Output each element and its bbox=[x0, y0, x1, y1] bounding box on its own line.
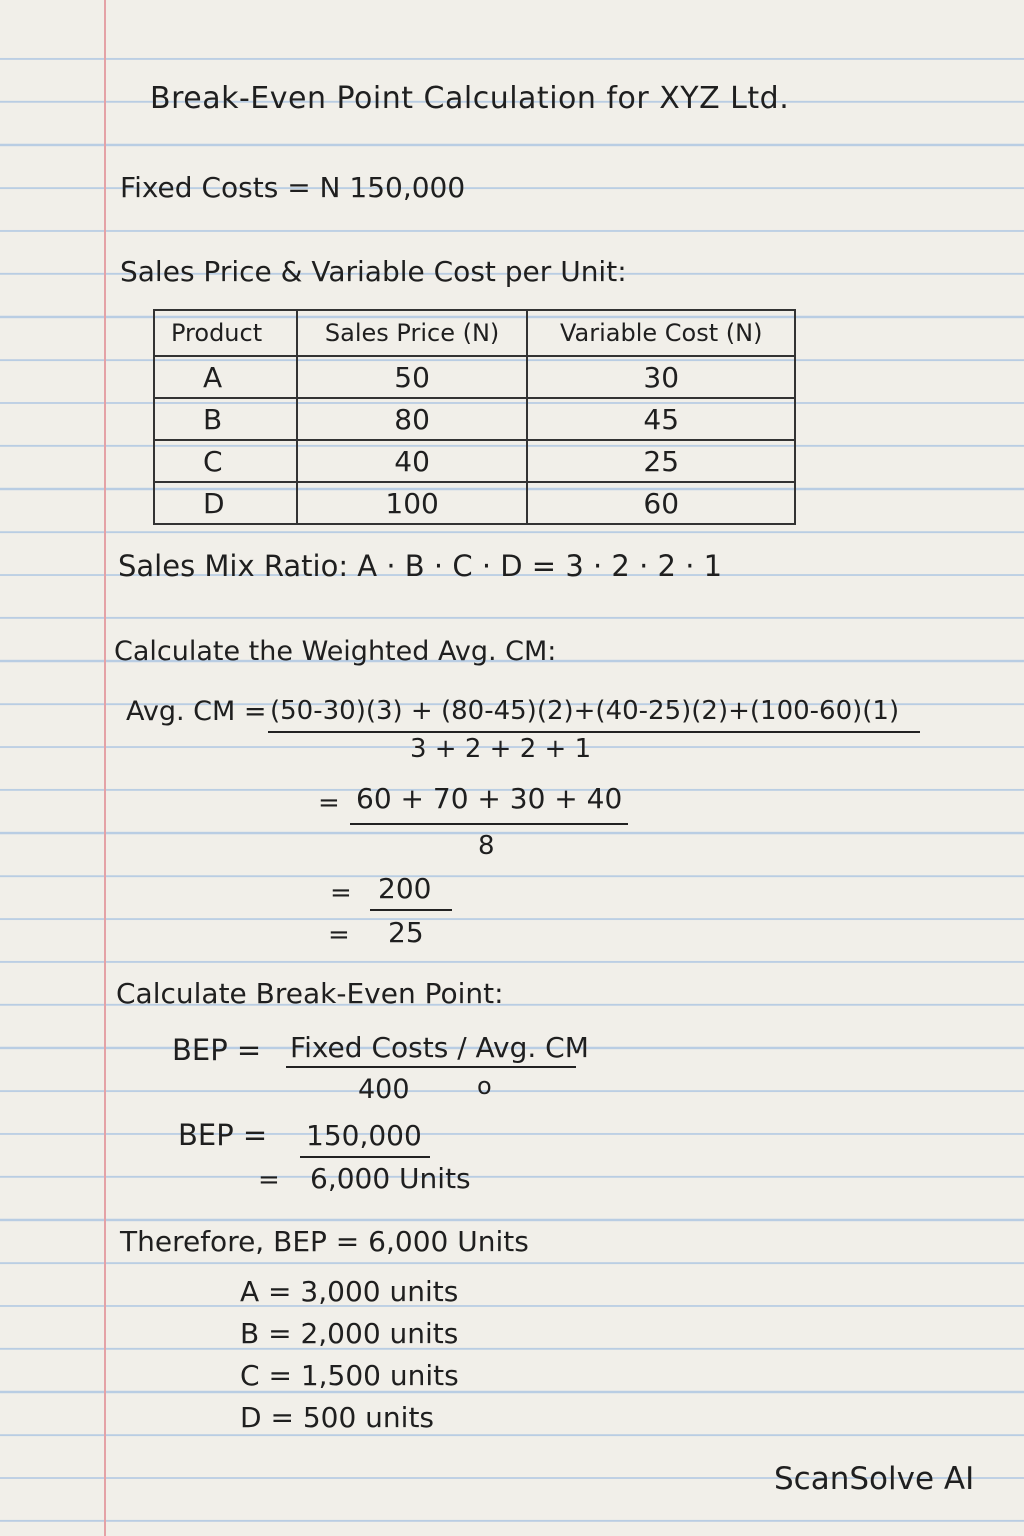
table-row bbox=[154, 356, 795, 398]
cell-sales-price: 40 bbox=[297, 440, 528, 482]
table-row bbox=[154, 482, 795, 524]
cell-variable-cost: 25 bbox=[527, 440, 795, 482]
bep-label: BEP = bbox=[178, 1118, 268, 1152]
fraction-bar bbox=[350, 823, 628, 825]
avg-cm-numerator: (50-30)(3) + (80-45)(2)+(40-25)(2)+(100-60)(1) bbox=[270, 696, 900, 726]
sales-price-heading: Sales Price & Variable Cost per Unit: bbox=[120, 255, 627, 288]
bep-result: 6,000 Units bbox=[310, 1162, 471, 1195]
step2-denominator: 8 bbox=[478, 831, 495, 861]
fraction-bar bbox=[370, 909, 452, 911]
equals-sign: = bbox=[318, 788, 340, 818]
signature: ScanSolve AI bbox=[774, 1461, 975, 1497]
header-variable-cost: Variable Cost (N) bbox=[527, 310, 795, 356]
bep-denominator: 400 bbox=[358, 1074, 410, 1105]
product-cost-table bbox=[153, 309, 796, 525]
bep-heading: Calculate Break-Even Point: bbox=[116, 977, 504, 1010]
step2-numerator: 60 + 70 + 30 + 40 bbox=[356, 782, 623, 815]
header-sales-price: Sales Price (N) bbox=[297, 310, 528, 356]
cell-product: B bbox=[154, 398, 297, 440]
cell-variable-cost: 45 bbox=[527, 398, 795, 440]
cell-variable-cost: 30 bbox=[527, 356, 795, 398]
step3-numerator: 200 bbox=[378, 872, 432, 905]
table-header-row bbox=[154, 310, 795, 356]
unit-line-b: B = 2,000 units bbox=[240, 1317, 459, 1350]
avg-cm-label: Avg. CM = bbox=[126, 696, 267, 727]
cell-sales-price: 50 bbox=[297, 356, 528, 398]
cell-product: A bbox=[154, 356, 297, 398]
unit-line-a: A = 3,000 units bbox=[240, 1275, 459, 1308]
equals-sign: = bbox=[330, 878, 352, 908]
fraction-bar bbox=[268, 731, 920, 733]
bep-formula: Fixed Costs / Avg. CM bbox=[290, 1031, 589, 1064]
avg-cm-denominator: 3 + 2 + 2 + 1 bbox=[410, 734, 592, 764]
unit-line-c: C = 1,500 units bbox=[240, 1359, 459, 1392]
margin-line bbox=[104, 0, 106, 1536]
cell-sales-price: 80 bbox=[297, 398, 528, 440]
page-title: Break-Even Point Calculation for XYZ Ltd. bbox=[150, 81, 790, 116]
fraction-bar bbox=[286, 1066, 576, 1068]
sales-mix-ratio: Sales Mix Ratio: A · B · C · D = 3 · 2 · 2 · 1 bbox=[118, 549, 723, 583]
table-row bbox=[154, 440, 795, 482]
bep-numerator: 150,000 bbox=[306, 1119, 422, 1152]
bep-label: BEP = bbox=[172, 1033, 262, 1067]
equals-sign: = bbox=[258, 1165, 280, 1195]
cell-product: D bbox=[154, 482, 297, 524]
stray-mark: o bbox=[477, 1072, 492, 1100]
avg-cm-result: 25 bbox=[388, 916, 424, 949]
fixed-costs-line: Fixed Costs = N 150,000 bbox=[120, 171, 466, 204]
table-row bbox=[154, 398, 795, 440]
cell-variable-cost: 60 bbox=[527, 482, 795, 524]
weighted-cm-heading: Calculate the Weighted Avg. CM: bbox=[114, 636, 557, 667]
header-product: Product bbox=[154, 310, 297, 356]
cell-product: C bbox=[154, 440, 297, 482]
equals-sign: = bbox=[328, 920, 350, 950]
conclusion-line: Therefore, BEP = 6,000 Units bbox=[120, 1225, 529, 1258]
cell-sales-price: 100 bbox=[297, 482, 528, 524]
fraction-bar bbox=[300, 1156, 430, 1158]
unit-line-d: D = 500 units bbox=[240, 1401, 435, 1434]
